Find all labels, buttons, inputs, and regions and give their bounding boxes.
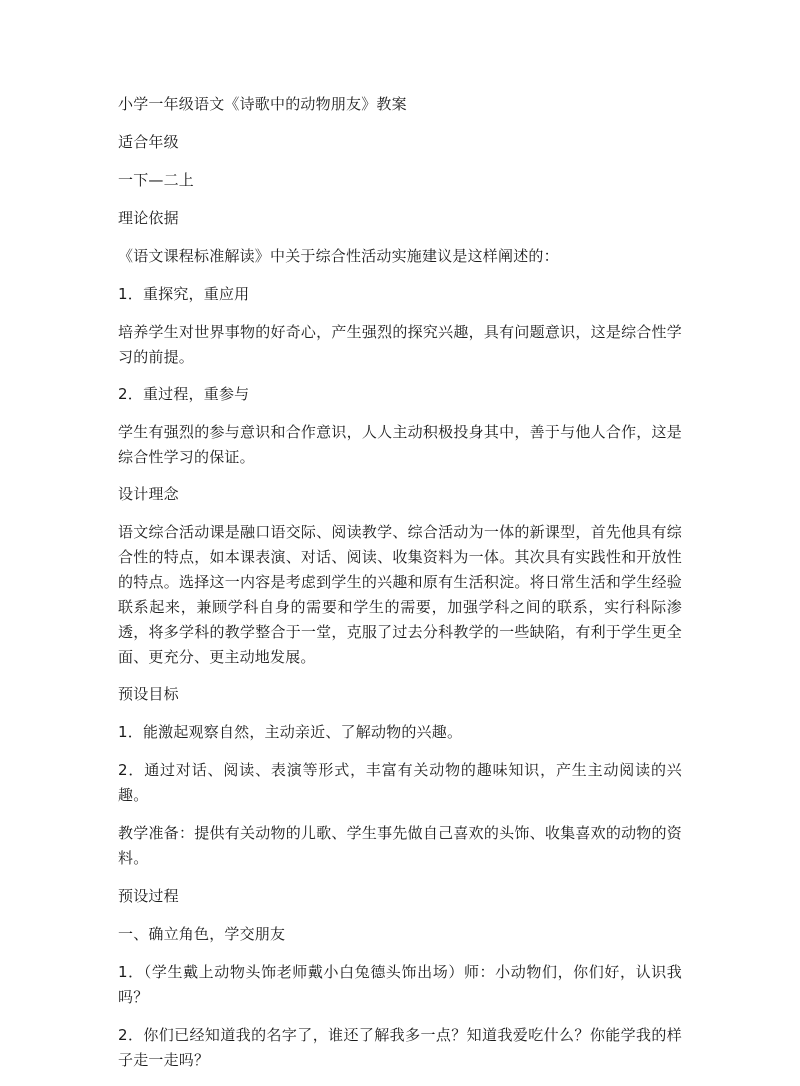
document-title: 小学一年级语文《诗歌中的动物朋友》教案 <box>118 95 407 113</box>
teaching-preparation: 教学准备：提供有关动物的儿歌、学生事先做自己喜欢的头饰、收集喜欢的动物的资料。 <box>118 824 682 867</box>
document-page <box>118 92 682 1086</box>
grade-heading: 适合年级 <box>118 133 179 151</box>
step-2: 2．你们已经知道我的名字了，谁还了解我多一点？知道我爱吃什么？你能学我的样子走一走吗？ <box>118 1026 682 1069</box>
theory-intro: 《语文课程标准解读》中关于综合性活动实施建议是这样阐述的： <box>118 247 559 265</box>
goal-1: 1．能激起观察自然，主动亲近、了解动物的兴趣。 <box>118 723 463 741</box>
goals-heading: 预设目标 <box>118 685 179 703</box>
theory-heading: 理论依据 <box>118 209 179 227</box>
point1-title: 1．重探究，重应用 <box>118 285 250 303</box>
grade-value: 一下—二上 <box>118 171 195 189</box>
design-body: 语文综合活动课是融口语交际、阅读教学、综合活动为一体的新课型，首先他具有综合性的特点，如本课表演、对话、阅读、收集资料为一体。其次具有实践性和开放性的特点。选择这一内容是考虑到学生的兴趣和原有生活积淀。将日常生活和学生经验联系起来，兼顾学科自身的需要和学生的需要，加强学科之间的联系，实行科际渗透，将多学科的教学整合于一堂，克服了过去分科教学的一些缺陷，有利于学生更全面、更充分、更主动地发展。 <box>118 523 682 666</box>
step-1: 1．（学生戴上动物头饰老师戴小白兔德头饰出场）师：小动物们，你们好，认识我吗？ <box>118 963 682 1006</box>
process-heading: 预设过程 <box>118 887 179 905</box>
point2-body: 学生有强烈的参与意识和合作意识，人人主动积极投身其中，善于与他人合作，这是综合性学习的保证。 <box>118 423 682 466</box>
design-heading: 设计理念 <box>118 485 179 503</box>
point1-body: 培养学生对世界事物的好奇心，产生强烈的探究兴趣，具有问题意识，这是综合性学习的前提。 <box>118 323 682 366</box>
point2-title: 2．重过程，重参与 <box>118 385 250 403</box>
section1-heading: 一、确立角色，学交朋友 <box>118 925 286 943</box>
goal-2: 2．通过对话、阅读、表演等形式，丰富有关动物的趣味知识，产生主动阅读的兴趣。 <box>118 761 682 804</box>
